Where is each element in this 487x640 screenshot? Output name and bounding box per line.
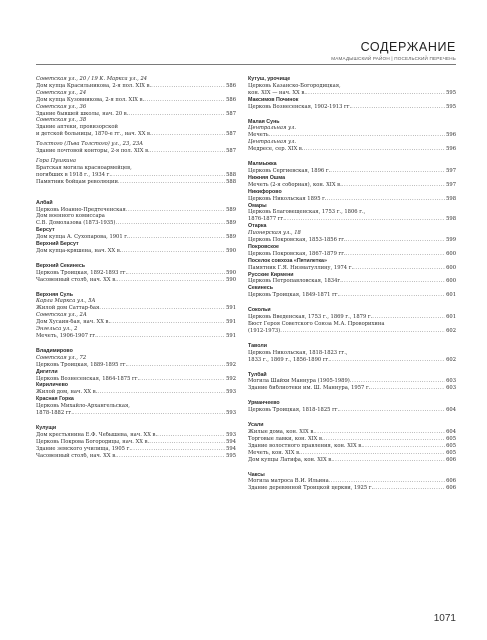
toc-entry xyxy=(248,457,456,464)
toc-entry xyxy=(36,234,236,241)
toc-entry xyxy=(36,179,236,186)
toc-entry xyxy=(36,111,236,118)
toc-page-ref: 593 xyxy=(226,431,236,438)
dot-leader xyxy=(333,457,445,464)
toc-locality-heading: Верхний Берсут xyxy=(36,241,79,248)
toc-entry xyxy=(248,132,456,139)
dot-leader xyxy=(127,362,225,369)
toc-text-line: Церковь Никольская, 1818-1823 гг., xyxy=(248,349,348,356)
toc-entry-title: и детской больницы, 1870-е гг., нач. XX в. xyxy=(36,131,152,138)
toc-page-ref: 605 xyxy=(446,435,456,442)
toc-entry-title: погибших в 1918 г., 1934 г. xyxy=(36,171,112,178)
dot-leader xyxy=(139,376,225,383)
dot-leader xyxy=(115,220,225,227)
toc-entry-title: (1912-1973) xyxy=(248,327,281,334)
toc-text-line: Братская могила красноармейцев, xyxy=(36,164,132,171)
toc-entry xyxy=(248,237,456,244)
toc-page-ref: 598 xyxy=(446,216,456,223)
spacer xyxy=(36,340,236,348)
toc-entry-title: Церковь Петропавловская, 1834г. xyxy=(248,278,342,285)
toc-page-ref: 606 xyxy=(446,485,456,492)
dot-leader xyxy=(150,148,225,155)
toc-entry-title: Могила Шайхи Маннура (1905-1989) xyxy=(248,378,350,385)
toc-page-ref: 595 xyxy=(446,89,456,96)
toc-page-ref: 606 xyxy=(446,478,456,485)
dot-leader xyxy=(111,172,225,179)
toc-entry xyxy=(248,429,456,436)
toc-entry-title: Дом крестьянина Е.Ф. Чебышева, нач. XX в. xyxy=(36,431,158,438)
toc-text-line: Дом военного комиссара xyxy=(36,213,105,220)
toc-locality-heading: Тулбай xyxy=(248,371,267,378)
toc-page-ref: 601 xyxy=(446,292,456,299)
toc-page-ref: 606 xyxy=(446,456,456,463)
toc-entry xyxy=(36,389,236,396)
toc-page-ref: 601 xyxy=(446,314,456,321)
toc-locality-heading: Усали xyxy=(248,422,264,429)
toc-entry-title: Церковь Сергиевская, 1896 г. xyxy=(248,167,331,174)
toc-entry-title: Жилой дом, нач. XX в. xyxy=(36,389,98,396)
dot-leader xyxy=(339,292,445,299)
toc-entry xyxy=(36,207,236,214)
toc-entry-title: Церковь Иоанно-Предтеченская xyxy=(36,206,126,213)
toc-page-ref: 590 xyxy=(226,247,236,254)
dot-leader xyxy=(330,357,445,364)
dot-leader xyxy=(97,333,225,340)
toc-locality-heading: Омары xyxy=(248,202,267,209)
toc-address: Пионерская ул., 18 xyxy=(248,230,301,237)
toc-locality-heading: Берсут xyxy=(36,227,55,234)
toc-entry-title: Могила матроса В.И. Ильина xyxy=(248,478,329,485)
toc-entry xyxy=(36,97,236,104)
toc-entry-title: Здание волостного правления, кон. XIX в. xyxy=(248,442,363,449)
toc-entry-title: Церковь Троицкая, 1849-1871 гг. xyxy=(248,292,340,299)
toc-entry xyxy=(248,357,456,364)
toc-entry xyxy=(248,385,456,392)
toc-locality-heading: Нижняя Ошма xyxy=(248,174,286,181)
toc-entry xyxy=(248,443,456,450)
toc-page-ref: 604 xyxy=(446,428,456,435)
toc-entry xyxy=(248,378,456,385)
spacer xyxy=(36,417,236,425)
toc-entry xyxy=(36,319,236,326)
spacer xyxy=(36,284,236,292)
toc-page-ref: 587 xyxy=(226,148,236,155)
toc-entry-title: Мечеть, 1906-1907 гг. xyxy=(36,333,97,339)
toc-entry-title: С.В. Домолазова (1873-1935) xyxy=(36,220,116,227)
toc-entry-title: Здание почтовой конторы, 2-я пол. XIX в. xyxy=(36,148,150,155)
toc-address: Советская ул., 2А xyxy=(36,312,87,319)
dot-leader xyxy=(269,132,446,139)
dot-leader xyxy=(339,407,445,414)
dot-leader xyxy=(144,97,225,104)
spacer xyxy=(36,255,236,263)
toc-entry xyxy=(248,146,456,153)
dot-leader xyxy=(353,265,445,272)
toc-entry xyxy=(36,376,236,383)
toc-page-ref: 590 xyxy=(226,269,236,276)
toc-entry xyxy=(36,220,236,227)
toc-entry-title: Жилой дом Саттар-бая xyxy=(36,305,100,312)
toc-page-ref: 592 xyxy=(226,375,236,382)
toc-entry xyxy=(248,216,456,223)
toc-entry xyxy=(248,196,456,203)
dot-leader xyxy=(327,196,446,203)
toc-page-ref: 605 xyxy=(446,442,456,449)
toc-entry-title: Церковь Вознесенская, 1902-1913 гг. xyxy=(248,103,352,110)
spacer xyxy=(248,392,456,400)
dot-leader xyxy=(131,446,225,453)
toc-page-ref: 602 xyxy=(446,356,456,363)
dot-leader xyxy=(370,385,445,392)
toc-entry-title: 1876-1877 гг. xyxy=(248,216,285,223)
toc-page-ref: 586 xyxy=(226,96,236,103)
toc-address: Советская ул., 36 xyxy=(36,103,87,110)
toc-entry xyxy=(248,251,456,258)
toc-entry-title: Часовенный столб, нач. XX в. xyxy=(36,452,117,459)
toc-locality-heading: Сокольи xyxy=(248,307,271,314)
toc-text-line: Церковь Казанско-Богородицкая, xyxy=(248,82,341,89)
toc-entry xyxy=(36,248,236,255)
toc-text-line: Церковь Благовещенская, 1753 г., 1806 г., xyxy=(248,209,366,216)
dot-leader xyxy=(73,410,225,417)
toc-entry-title: Дом купца Кузовникова, 2-я пол. XIX в. xyxy=(36,96,145,103)
toc-entry-title: Церковь Троицкая, 1818-1825 гг. xyxy=(248,407,340,414)
toc-right-column xyxy=(248,76,456,492)
toc-entry xyxy=(248,182,456,189)
toc-entry-title: Здание земского училища, 1905 г. xyxy=(36,445,131,452)
toc-locality-heading: Максимов Починок xyxy=(248,96,299,103)
dot-leader xyxy=(126,207,225,214)
dot-leader xyxy=(304,146,446,153)
toc-page-ref: 598 xyxy=(446,195,456,202)
toc-address: Толстого (Льва Толстого) ул., 23, 23А xyxy=(36,141,144,148)
dot-leader xyxy=(157,432,225,439)
toc-left-column xyxy=(36,76,236,460)
toc-locality-heading: Русские Кирмени xyxy=(248,271,294,278)
toc-locality-heading: Владимирово xyxy=(36,347,73,354)
toc-locality-heading: Секинесь xyxy=(248,285,273,292)
toc-entry xyxy=(36,148,236,155)
dot-leader xyxy=(128,111,225,118)
toc-locality-heading: Покровское xyxy=(248,243,279,250)
toc-entry-title: Здание библиотеки им. Ш. Маннура, 1957 г. xyxy=(248,385,371,392)
toc-page-ref: 591 xyxy=(226,333,236,339)
dot-leader xyxy=(121,248,225,255)
toc-locality-heading: Малая Сунь xyxy=(248,118,280,125)
dot-leader xyxy=(152,131,225,138)
toc-page-ref: 597 xyxy=(446,181,456,188)
dot-leader xyxy=(149,439,225,446)
toc-entry-title: 1833 г., 1869 г., 1856-1890 гг. xyxy=(248,356,330,363)
toc-entry xyxy=(248,168,456,175)
toc-page-ref: 604 xyxy=(446,407,456,414)
dot-leader xyxy=(280,328,445,335)
toc-address: Гора Пушкина xyxy=(36,157,77,164)
section-subtitle: МАМАДЫШСКИЙ РАЙОН | ПОСЕЛЬСКИЙ ПЕРЕЧЕНЬ xyxy=(331,56,456,61)
toc-entry xyxy=(248,485,456,492)
toc-page-ref: 591 xyxy=(226,319,236,326)
dot-leader xyxy=(346,251,445,258)
dot-leader xyxy=(372,314,445,321)
dot-leader xyxy=(330,168,445,175)
dot-leader xyxy=(363,443,445,450)
dot-leader xyxy=(346,237,445,244)
dot-leader xyxy=(117,453,225,460)
toc-page-ref: 589 xyxy=(226,234,236,241)
page-title: СОДЕРЖАНИЕ xyxy=(360,40,456,54)
toc-entry-title: Церковь Троицкая, 1889-1895 гг. xyxy=(36,361,128,368)
toc-page-ref: 592 xyxy=(226,361,236,368)
dot-leader xyxy=(351,104,445,111)
toc-entry xyxy=(36,333,236,340)
toc-page-ref: 589 xyxy=(226,206,236,213)
toc-page-ref: 593 xyxy=(226,410,236,417)
dot-leader xyxy=(97,389,225,396)
toc-entry-title: Торговые лавки, кон. XIX в. xyxy=(248,435,324,442)
toc-address: Энгельса ул., 2 xyxy=(36,326,78,333)
toc-address: Советская ул., 72 xyxy=(36,354,87,361)
toc-entry xyxy=(36,432,236,439)
toc-page-ref: 596 xyxy=(446,132,456,139)
toc-locality-heading: Кутуш, урочище xyxy=(248,76,291,82)
page-number: 1071 xyxy=(433,613,456,624)
toc-address: Карла Маркса ул., 5А xyxy=(36,298,96,305)
toc-entry-title: Мечеть xyxy=(248,132,269,139)
toc-entry xyxy=(36,131,236,138)
toc-entry-title: Жилые дома, кон. XIX в. xyxy=(248,428,315,435)
toc-entry-title: Дом купца А. Сухопарова, 1901 г. xyxy=(36,234,129,241)
dot-leader xyxy=(118,179,225,186)
toc-entry xyxy=(36,362,236,369)
toc-page-ref: 600 xyxy=(446,278,456,285)
toc-address: Советская ул., 24 xyxy=(36,89,87,96)
toc-page-ref: 602 xyxy=(446,327,456,334)
toc-page-ref: 603 xyxy=(446,378,456,385)
dot-leader xyxy=(117,277,225,284)
toc-page-ref: 600 xyxy=(446,264,456,271)
toc-page-ref: 588 xyxy=(226,171,236,178)
dot-leader xyxy=(285,216,445,223)
dot-leader xyxy=(373,485,445,492)
toc-entry-title: Церковь Покровская, 1853-1856 гг. xyxy=(248,237,346,244)
toc-entry-title: кон. XIX — нач. XX в. xyxy=(248,89,306,96)
toc-page-ref: 587 xyxy=(226,131,236,138)
header-divider xyxy=(36,64,456,65)
toc-entry xyxy=(36,446,236,453)
toc-entry xyxy=(36,172,236,179)
dot-leader xyxy=(315,429,445,436)
spacer xyxy=(248,414,456,422)
toc-entry xyxy=(248,478,456,485)
toc-entry-title: Часовенный столб, нач. XX в. xyxy=(36,276,117,283)
toc-page-ref: 589 xyxy=(226,220,236,227)
toc-page-ref: 594 xyxy=(226,438,236,445)
toc-entry-title: Памятник Г.Я. Низматуллину, 1974 г. xyxy=(248,264,354,271)
toc-address: Советская ул., 38 xyxy=(36,117,87,124)
spacer xyxy=(248,464,456,472)
toc-address: Центральная ул. xyxy=(248,139,297,146)
toc-address: Советская ул., 20 / 19 К. Маркса ул., 24 xyxy=(36,76,148,82)
toc-locality-heading: Дигитли xyxy=(36,368,58,375)
toc-entry xyxy=(36,270,236,277)
toc-entry xyxy=(248,90,456,97)
toc-entry xyxy=(36,439,236,446)
spacer xyxy=(248,111,456,119)
toc-entry xyxy=(248,292,456,299)
toc-entry xyxy=(36,453,236,460)
dot-leader xyxy=(99,305,225,312)
toc-locality-heading: Малмыжка xyxy=(248,161,277,168)
toc-page-ref: 586 xyxy=(226,82,236,89)
toc-page-ref: 597 xyxy=(446,167,456,174)
toc-entry xyxy=(248,104,456,111)
dot-leader xyxy=(342,278,445,285)
toc-text-line: Церковь Михайло-Архангельская, xyxy=(36,403,130,410)
dot-leader xyxy=(306,90,445,97)
dot-leader xyxy=(129,234,225,241)
toc-entry xyxy=(36,277,236,284)
toc-locality-heading: Отарка xyxy=(248,223,267,230)
toc-entry-title: Мечеть (2-я соборная), кон. XIX в. xyxy=(248,181,342,188)
toc-entry xyxy=(248,278,456,285)
toc-entry-title: Здание деревянной Троицкой церкви, 1925 г. xyxy=(248,485,374,492)
spacer xyxy=(248,335,456,343)
toc-entry-title: Дом купцы Латифа, кон. XIX в. xyxy=(248,456,333,463)
dot-leader xyxy=(324,436,446,443)
toc-entry-title: Церковь Вознесенская, 1864-1875 гг. xyxy=(36,375,140,382)
toc-locality-heading: Кириличево xyxy=(36,382,69,389)
toc-entry-title: Церковь Покрова Богородицы, нач. XX в. xyxy=(36,438,150,445)
dot-leader xyxy=(350,378,445,385)
toc-page-ref: 591 xyxy=(226,305,236,312)
toc-page-ref: 603 xyxy=(446,385,456,392)
toc-entry xyxy=(248,450,456,457)
toc-page-ref: 595 xyxy=(226,452,236,459)
toc-entry-title: Церковь Троицкая, 1892-1893 гг. xyxy=(36,269,128,276)
toc-text-line: Здание аптеки, провизорской xyxy=(36,124,118,131)
spacer xyxy=(248,153,456,161)
toc-page-ref: 595 xyxy=(446,103,456,110)
toc-entry-title: 1878-1882 гг. xyxy=(36,410,73,417)
toc-page-ref: 599 xyxy=(446,237,456,244)
toc-locality-heading: Красная Горка xyxy=(36,396,74,403)
toc-locality-heading: Урманчеево xyxy=(248,400,280,407)
toc-page-ref: 593 xyxy=(226,389,236,396)
toc-entry-title: Церковь Введенская, 1753 г., 1869 г., 1879 г. xyxy=(248,314,373,321)
spacer xyxy=(248,364,456,372)
toc-entry-title: Дом Хусаин-бая, нач. XX в. xyxy=(36,319,111,326)
toc-entry xyxy=(248,265,456,272)
toc-entry xyxy=(36,83,236,90)
toc-entry-title: Церковь Покровская, 1867-1879 гг. xyxy=(248,250,346,257)
dot-leader xyxy=(151,83,225,90)
toc-entry-title: Дом купца-кряшена, нач. XX в. xyxy=(36,247,122,254)
dot-leader xyxy=(110,319,225,326)
toc-locality-heading: Верхняя Суль xyxy=(36,291,74,298)
toc-page-ref: 596 xyxy=(446,146,456,153)
toc-entry xyxy=(248,407,456,414)
toc-text-line: Бюст Героя Советского Союза М.А. Проворихина xyxy=(248,321,385,327)
toc-locality-heading: Верхний Секинесь xyxy=(36,262,86,269)
toc-page-ref: 587 xyxy=(226,110,236,117)
toc-entry xyxy=(248,314,456,321)
toc-locality-heading: Таволи xyxy=(248,342,267,349)
spacer xyxy=(248,299,456,307)
toc-entry-title: Церковь Никольская 1895 г. xyxy=(248,195,327,202)
toc-page-ref: 588 xyxy=(226,178,236,185)
toc-entry xyxy=(36,305,236,312)
dot-leader xyxy=(127,270,225,277)
toc-page-ref: 594 xyxy=(226,445,236,452)
toc-locality-heading: Никифорово xyxy=(248,188,282,195)
toc-entry-title: Памятник бойцам революции xyxy=(36,178,118,185)
toc-entry-title: Здание бывшей школы, нач. 20 в. xyxy=(36,110,129,117)
toc-locality-heading: Чаксы xyxy=(248,471,265,478)
spacer xyxy=(36,186,236,200)
toc-entry-title: Мечеть, кон. XIX в. xyxy=(248,449,301,456)
toc-locality-heading: Албай xyxy=(36,199,53,206)
toc-entry xyxy=(248,328,456,335)
dot-leader xyxy=(342,182,445,189)
dot-leader xyxy=(301,450,445,457)
toc-locality-heading: Поселок совхоза «Пятилетка» xyxy=(248,257,327,264)
toc-address: Центральная ул. xyxy=(248,125,297,132)
toc-entry xyxy=(248,436,456,443)
toc-entry-title: Медресе, сер. XIX в. xyxy=(248,146,304,153)
toc-entry xyxy=(36,410,236,417)
toc-locality-heading: Кулущи xyxy=(36,424,57,431)
toc-page-ref: 600 xyxy=(446,250,456,257)
dot-leader xyxy=(329,478,445,485)
toc-page-ref: 605 xyxy=(446,449,456,456)
toc-page-ref: 590 xyxy=(226,276,236,283)
toc-entry-title: Дом купца Красильникова, 2-я пол. XIX в. xyxy=(36,82,152,89)
